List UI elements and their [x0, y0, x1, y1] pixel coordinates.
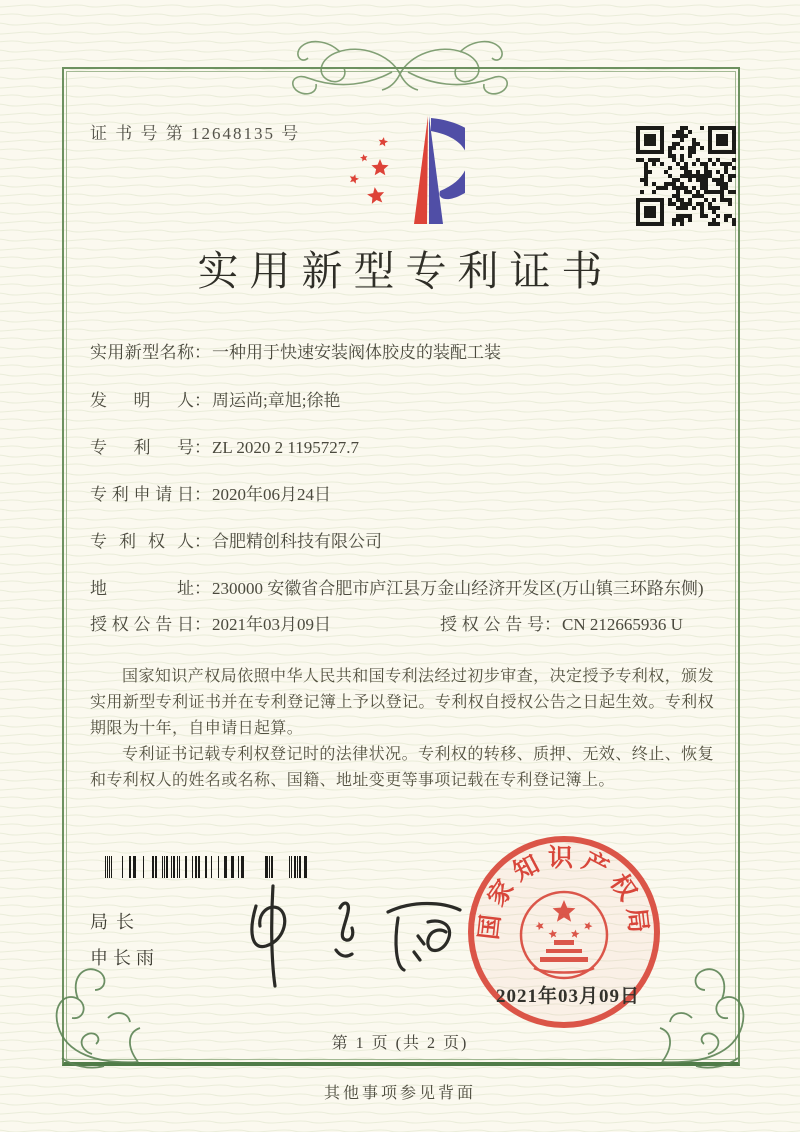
field-row-patent-number	[90, 436, 716, 460]
legal-body-text	[90, 664, 714, 794]
certificate-number: 证 书 号 第 12648135 号	[90, 124, 301, 143]
field-colon: ：	[194, 532, 211, 551]
field-label: 发明人	[90, 391, 194, 410]
seal-date: 2021年03月09日	[495, 986, 640, 1007]
barcode	[100, 856, 312, 878]
field-row-grant	[90, 613, 716, 637]
field-row-inventors	[90, 389, 716, 413]
field-row-application-date	[90, 483, 716, 507]
field-row-patentee	[90, 530, 716, 554]
field-colon: ：	[194, 343, 211, 362]
top-flourish-ornament	[280, 36, 520, 100]
field-label: 专利申请日	[90, 485, 194, 504]
corner-flourish-right	[650, 962, 762, 1074]
field-value: 2020年06月24日	[212, 485, 331, 504]
grant-number-pair	[440, 613, 683, 637]
certificate-fields	[90, 341, 716, 637]
qr-code	[636, 126, 736, 226]
grant-date-pair	[90, 613, 440, 637]
certificate-title: 实用新型专利证书	[197, 248, 614, 294]
reverse-side-note: 其他事项参见背面	[323, 1085, 476, 1102]
page-number: 第 1 页 (共 2 页)	[331, 1035, 469, 1052]
field-colon: ：	[194, 485, 211, 504]
field-value: CN 212665936 U	[562, 615, 683, 634]
field-label: 专利权人	[90, 532, 194, 551]
field-label: 授权公告号	[440, 615, 544, 634]
signer-title: 局长	[90, 912, 142, 932]
corner-flourish-left	[38, 962, 150, 1074]
field-value: 合肥精创科技有限公司	[212, 532, 382, 551]
field-label: 实用新型名称	[90, 343, 194, 362]
seal-text: 国家知识产权局	[475, 844, 653, 942]
signer-name: 申长雨	[90, 948, 159, 968]
legal-paragraph-2: 专利证书记载专利权登记时的法律状况。专利权的转移、质押、无效、终止、恢复和专利权人的姓名或名称、国籍、地址变更等事项记载在专利登记簿上。	[90, 746, 714, 789]
field-value: 周运尚;章旭;徐艳	[212, 391, 341, 410]
field-colon: ：	[194, 391, 211, 410]
field-label: 授权公告日	[90, 615, 194, 634]
field-colon: ：	[194, 615, 211, 634]
field-value: ZL 2020 2 1195727.7	[212, 438, 360, 457]
field-row-name	[90, 341, 716, 365]
handwritten-signature	[228, 878, 478, 993]
cnipa-logo-icon	[333, 106, 465, 230]
field-label: 专利号	[90, 438, 194, 457]
field-colon: ：	[544, 615, 561, 634]
field-value: 2021年03月09日	[212, 615, 331, 634]
field-value: 一种用于快速安装阀体胶皮的装配工装	[212, 343, 501, 362]
field-value: 230000 安徽省合肥市庐江县万金山经济开发区(万山镇三环路东侧)	[212, 579, 704, 598]
legal-paragraph-1: 国家知识产权局依照中华人民共和国专利法经过初步审查，决定授予专利权，颁发实用新型专利证书并在专利登记簿上予以登记。专利权自授权公告之日起生效。专利权期限为十年，自申请日起算。	[90, 668, 714, 737]
field-row-address	[90, 577, 716, 601]
field-colon: ：	[194, 438, 211, 457]
field-label: 地址	[90, 579, 194, 598]
field-colon: ：	[194, 579, 211, 598]
